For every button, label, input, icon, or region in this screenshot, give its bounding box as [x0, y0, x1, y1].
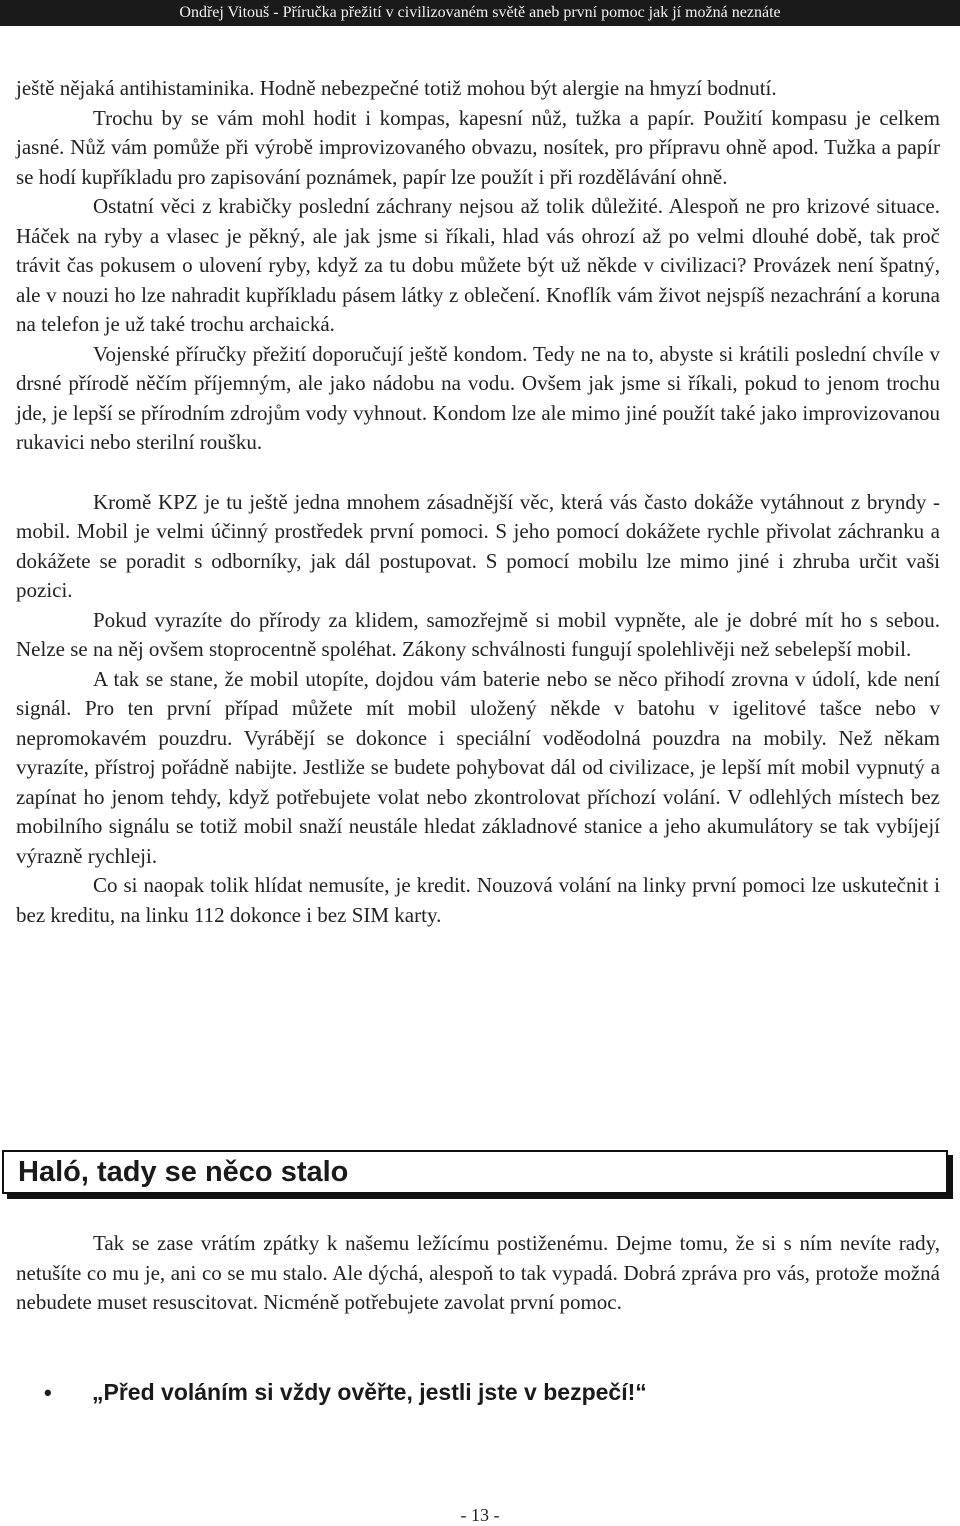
paragraph: A tak se stane, že mobil utopíte, dojdou vám baterie nebo se něco přihodí zrovna v údolí, kde není signál. Pro ten první případ můžete mít mobil uložený někde v batohu v igelitové tašce nebo v nepromokavém pouzdru. Vyrábějí se dokonce i speciální voděodolná pouzdra na mobily. Než někam vyrazíte, přístroj pořádně nabijte. Jestliže se budete pohybovat dál od civilizace, je lepší mít mobil vypnutý a zapínat ho jenom tehdy, když potřebujete volat nebo zkontrolovat příchozí volání. V odlehlých místech bez mobilního signálu se totiž mobil snaží neustále hledat základnové stanice a jeho akumulátory se tak vybíjejí výrazně rychleji.	[16, 666, 940, 868]
paragraph: ještě nějaká antihistaminika. Hodně nebezpečné totiž mohou být alergie na hmyzí bodnutí.	[16, 76, 777, 100]
bullet-text: „Před voláním si vždy ověřte, jestli jste v bezpečí!“	[92, 1379, 647, 1405]
paragraph: Kromě KPZ je tu ještě jedna mnohem zásadnější věc, která vás často dokáže vytáhnout z bryndy - mobil. Mobil je velmi účinný prostředek první pomoci. S jeho pomocí dokážete rychle přivolat záchranku a dokážete se poradit s odborníky, jak dál postupovat. S pomocí mobilu lze mimo jiné i zhruba určit vaši pozici.	[16, 489, 940, 602]
paragraph: Pokud vyrazíte do přírody za klidem, samozřejmě si mobil vypněte, ale je dobré mít ho s sebou. Nelze se na něj ovšem stoprocentně spoléhat. Zákony schválnosti fungují spolehlivěji než sebelepší mobil.	[16, 607, 940, 661]
paragraph: Trochu by se vám mohl hodit i kompas, kapesní nůž, tužka a papír. Použití kompasu je celkem jasné. Nůž vám pomůže při výrobě improvizovaného obvazu, nosítek, pro přípravu ohně apod. Tužka a papír se hodí kupříkladu pro zapisování poznámek, papír lze použít i při rozdělávání ohně.	[16, 105, 940, 189]
bullet-icon: •	[44, 1380, 52, 1405]
page-number: - 13 -	[460, 1505, 500, 1525]
paragraph: Tak se zase vrátím zpátky k našemu ležícímu postiženému. Dejme tomu, že si s ním nevíte rady, netušíte co mu je, ani co se mu stalo. Ale dýchá, alespoň to tak vypadá. Dobrá zpráva pro vás, protože možná nebudete muset resuscitovat. Nicméně potřebujete zavolat první pomoc.	[16, 1231, 940, 1314]
paragraph: Co si naopak tolik hlídat nemusíte, je kredit. Nouzová volání na linky první pomoci lze uskutečnit i bez kreditu, na linku 112 dokonce i bez SIM karty.	[16, 873, 940, 927]
paragraph: Vojenské příručky přežití doporučují ještě kondom. Tedy ne na to, abyste si krátili poslední chvíle v drsné přírodě něčím příjemným, ale jako nádobu na vodu. Ovšem jak jsme si říkali, pokud to jenom trochu jde, je lepší se přírodním zdrojům vody vyhnout. Kondom lze ale mimo jiné použít také jako improvizovanou rukavici nebo sterilní roušku.	[16, 341, 940, 454]
section-heading: Haló, tady se něco stalo	[18, 1156, 349, 1188]
running-header: Ondřej Vitouš - Příručka přežití v civilizovaném světě aneb první pomoc jak jí možná neznáte	[0, 0, 960, 26]
body-text-top	[16, 74, 940, 930]
section-heading-box	[2, 1150, 948, 1194]
body-text-section	[16, 1229, 940, 1318]
paragraph: Ostatní věci z krabičky poslední záchrany nejsou až tolik důležité. Alespoň ne pro krizové situace. Háček na ryby a vlasec je pěkný, ale jak jsme si říkali, hlad vás ohrozí až po velmi dlouhé době, tak proč trávit čas pokusem o ulovení ryby, když za tu dobu můžete být už někde v civilizaci? Provázek není špatný, ale v nouzi ho lze nahradit kupříkladu pásem látky z oblečení. Knoflík vám život nejspíš nezachrání a koruna na telefon je už také trochu archaická.	[16, 194, 940, 336]
bullet-item	[44, 1377, 924, 1408]
